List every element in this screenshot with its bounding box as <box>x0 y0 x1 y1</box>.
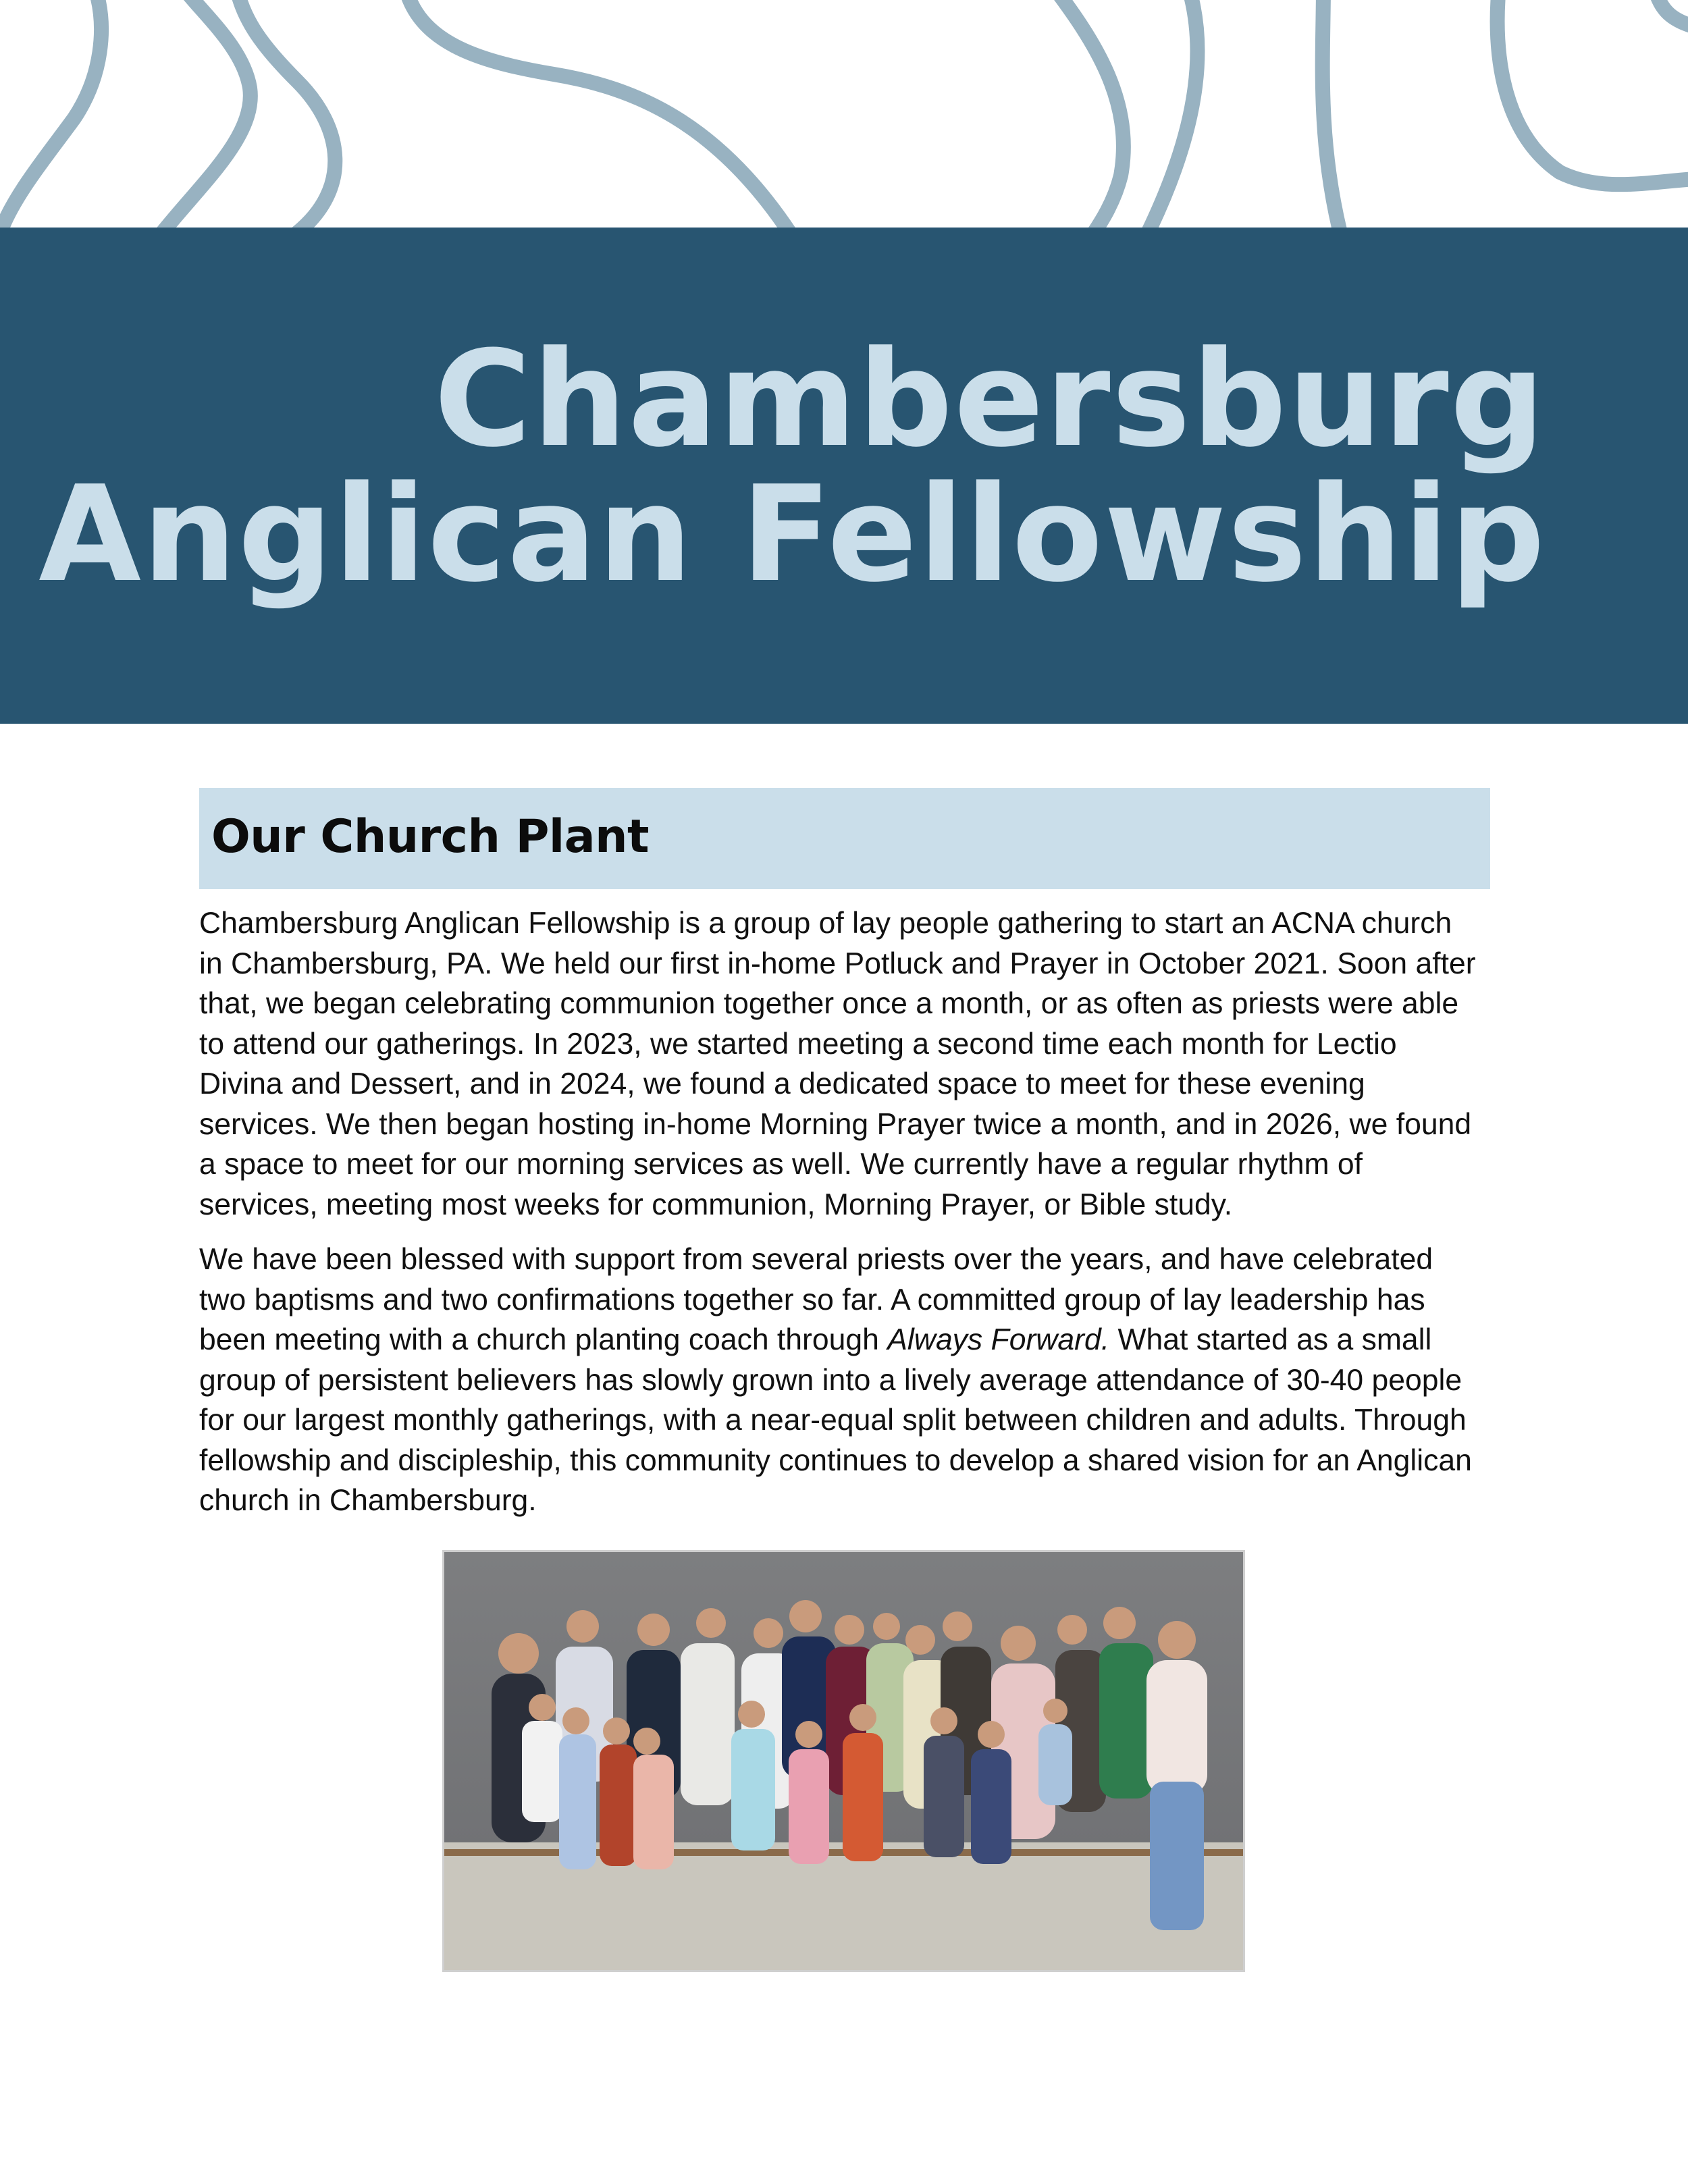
paragraph-line: We have been blessed with support from several priests over the years, and have celebrated <box>199 1243 1433 1276</box>
banner-title-line-1: Chambersburg <box>433 323 1546 477</box>
paragraph-line: to attend our gatherings. In 2023, we started meeting a second time each month for Lectio <box>199 1027 1397 1061</box>
paragraph-line: group of persistent believers has slowly grown into a lively average attendance of 30-40 people <box>199 1363 1462 1397</box>
text-segment: been meeting with a church planting coach through <box>199 1323 888 1356</box>
paragraph-line: fellowship and discipleship, this community continues to develop a shared vision for an Anglican <box>199 1443 1472 1477</box>
paragraph-line: for our largest monthly gatherings, with a near-equal split between children and adults. Through <box>199 1404 1467 1437</box>
paragraph-line: Chambersburg Anglican Fellowship is a group of lay people gathering to start an ACNA church <box>199 907 1452 940</box>
paragraph-line: in Chambersburg, PA. We held our first in-home Potluck and Prayer in October 2021. Soon after <box>199 947 1476 980</box>
title-banner <box>0 228 1688 724</box>
group-photo <box>442 1550 1245 1972</box>
decorative-wave-lines <box>0 0 1688 230</box>
section-title: Our Church Plant <box>211 810 650 863</box>
paragraph-line: that, we began celebrating communion together once a month, or as often as priests were able <box>199 987 1459 1020</box>
section-header <box>199 788 1490 889</box>
text-segment: What started as a small <box>1109 1323 1432 1356</box>
paragraph-history <box>199 903 1499 1225</box>
always-forward-italic: Always Forward. <box>887 1323 1110 1356</box>
paragraph-line: services. We then began hosting in-home Morning Prayer twice a month, and in 2026, we found <box>199 1107 1472 1141</box>
paragraph-line: a space to meet for our morning services as well. We currently have a regular rhythm of <box>199 1148 1363 1181</box>
paragraph-line: services, meeting most weeks for communion, Morning Prayer, or Bible study. <box>199 1188 1233 1221</box>
banner-title <box>38 323 1546 612</box>
paragraph-line: Divina and Dessert, and in 2024, we found a dedicated space to meet for these evening <box>199 1067 1365 1100</box>
paragraph-line: two baptisms and two confirmations together so far. A committed group of lay leadership has <box>199 1283 1425 1316</box>
banner-title-line-2: Anglican Fellowship <box>38 458 1546 612</box>
body-content <box>199 903 1499 1536</box>
paragraph-line-with-italic <box>199 1320 1499 1360</box>
paragraph-line: church in Chambersburg. <box>199 1484 537 1517</box>
paragraph-growth <box>199 1240 1499 1521</box>
group-photo-image <box>444 1552 1243 1970</box>
